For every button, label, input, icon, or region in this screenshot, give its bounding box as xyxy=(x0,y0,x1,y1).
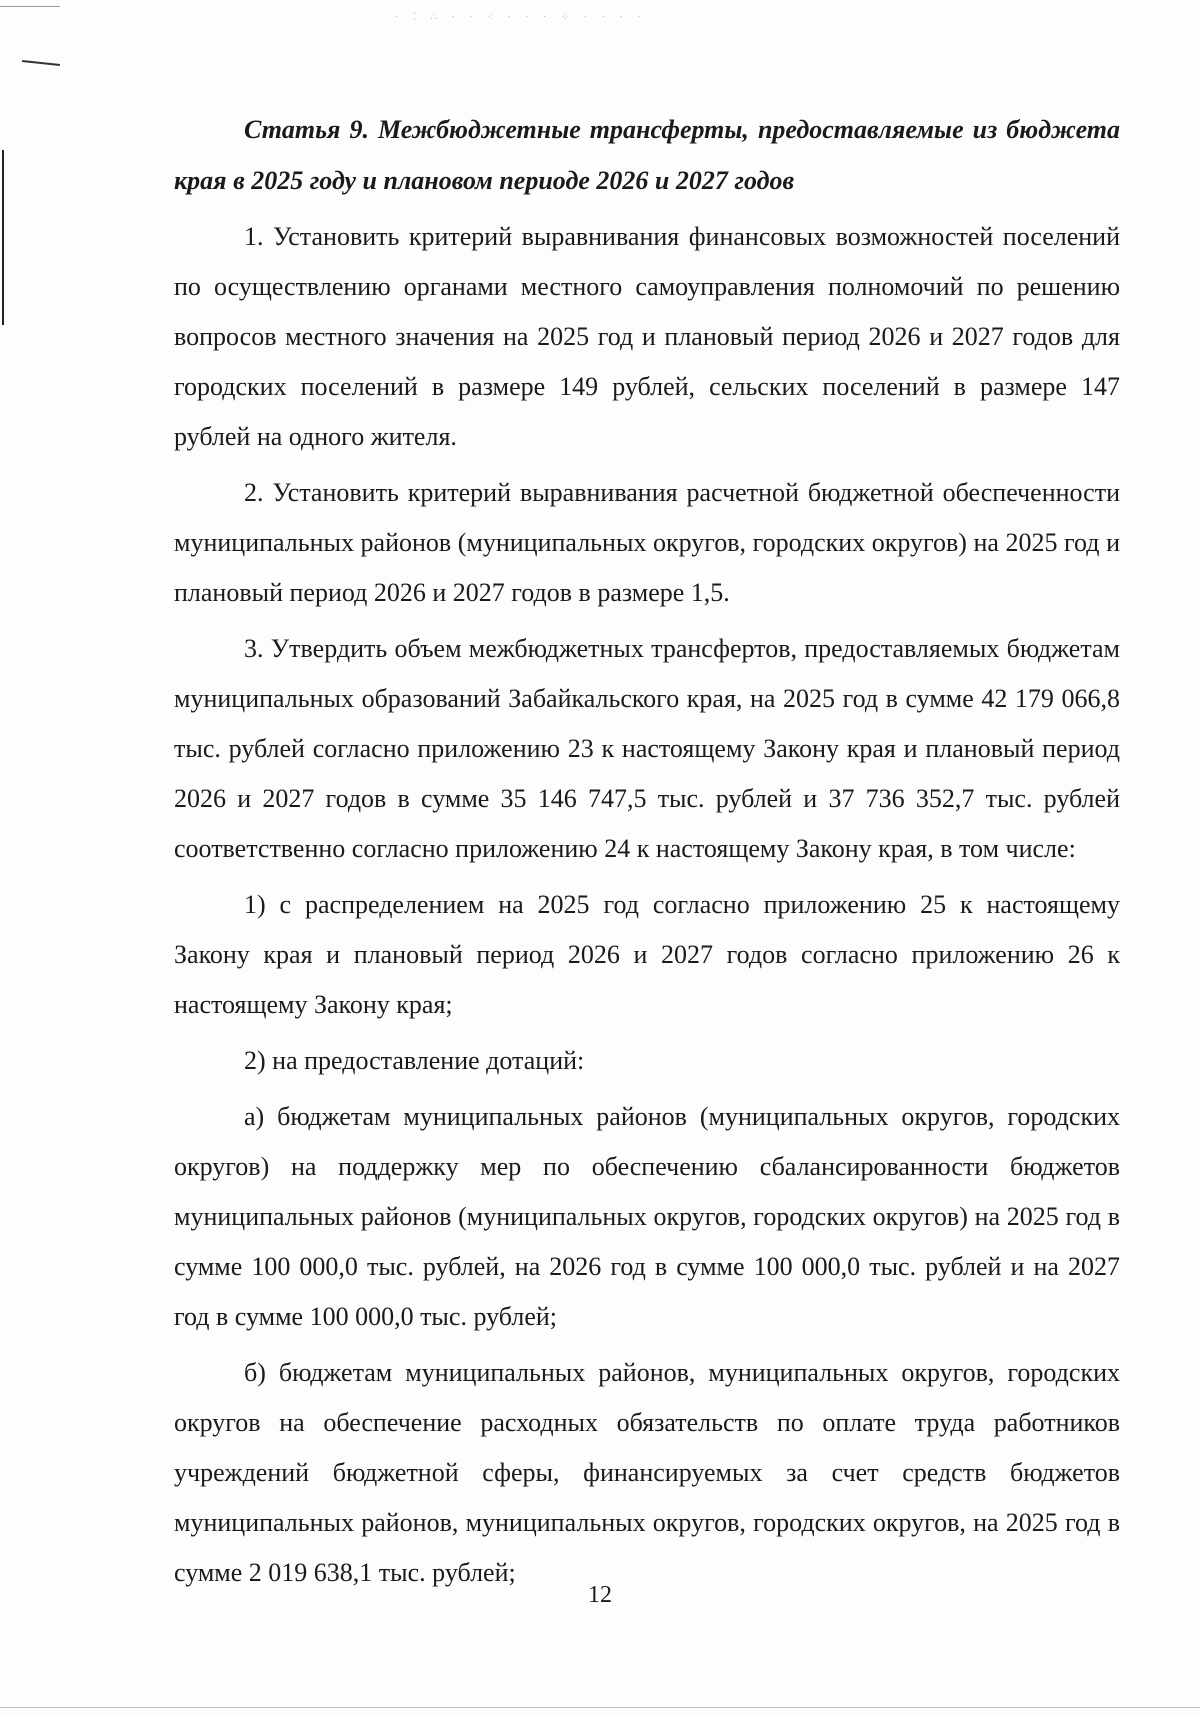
scan-artifact-dash xyxy=(22,60,60,66)
scan-artifact-left-bar xyxy=(2,150,4,325)
page-number: 12 xyxy=(588,1582,612,1608)
paragraph-3-1: 1) с распределением на 2025 год согласно приложению 25 к настоящему Закону края и плановый период 2026 и 2027 годов согласно приложению 26 к настоящему Закону края; xyxy=(174,890,1120,1019)
scan-artifact-top-line xyxy=(0,6,60,7)
paragraph-3-2-a: а) бюджетам муниципальных районов (муниципальных округов, городских округов) на поддержку мер по обеспечению сбалансированности бюджетов муниципальных районов (муниципальных округов, городских округов) на 2025 год в сумме 100 000,0 тыс. рублей, на 2026 год в сумме 100 000,0 тыс. рублей и на 2027 год в сумме 100 000,0 тыс. рублей; xyxy=(174,1102,1120,1331)
scan-artifact-bottom-line xyxy=(0,1707,1200,1708)
article-heading: Статья 9. Межбюджетные трансферты, предоставляемые из бюджета края в 2025 году и плановом периоде 2026 и 2027 годов xyxy=(174,115,1120,195)
paragraph-3-2: 2) на предоставление дотаций: xyxy=(244,1046,585,1075)
paragraph-1: 1. Установить критерий выравнивания финансовых возможностей поселений по осуществлению органами местного самоуправления полномочий по решению вопросов местного значения на 2025 год и плановый период 2026 и 2027 годов для городских поселений в размере 149 рублей, сельских поселений в размере 147 рублей на одного жителя. xyxy=(174,222,1120,451)
paragraph-3: 3. Утвердить объем межбюджетных трансфертов, предоставляемых бюджетам муниципальных образований Забайкальского края, на 2025 год в сумме 42 179 066,8 тыс. рублей согласно приложению 23 к настоящему Закону края и плановый период 2026 и 2027 годов в сумме 35 146 747,5 тыс. рублей и 37 736 352,7 тыс. рублей соответственно согласно приложению 24 к настоящему Закону края, в том числе: xyxy=(174,634,1120,863)
scan-noise: · ⁚ ∴ · · ⁖ · · · ⁘ · · · · xyxy=(395,12,647,23)
paragraph-2: 2. Установить критерий выравнивания расчетной бюджетной обеспеченности муниципальных районов (муниципальных округов, городских округов) на 2025 год и плановый период 2026 и 2027 годов в размере 1,5. xyxy=(174,478,1120,607)
paragraph-3-2-b: б) бюджетам муниципальных районов, муниципальных округов, городских округов на обеспечение расходных обязательств по оплате труда работников учреждений бюджетной сферы, финансируемых за счет средств бюджетов муниципальных районов, муниципальных округов, городских округов, на 2025 год в сумме 2 019 638,1 тыс. рублей; xyxy=(174,1358,1120,1587)
document-body xyxy=(174,104,1120,1598)
